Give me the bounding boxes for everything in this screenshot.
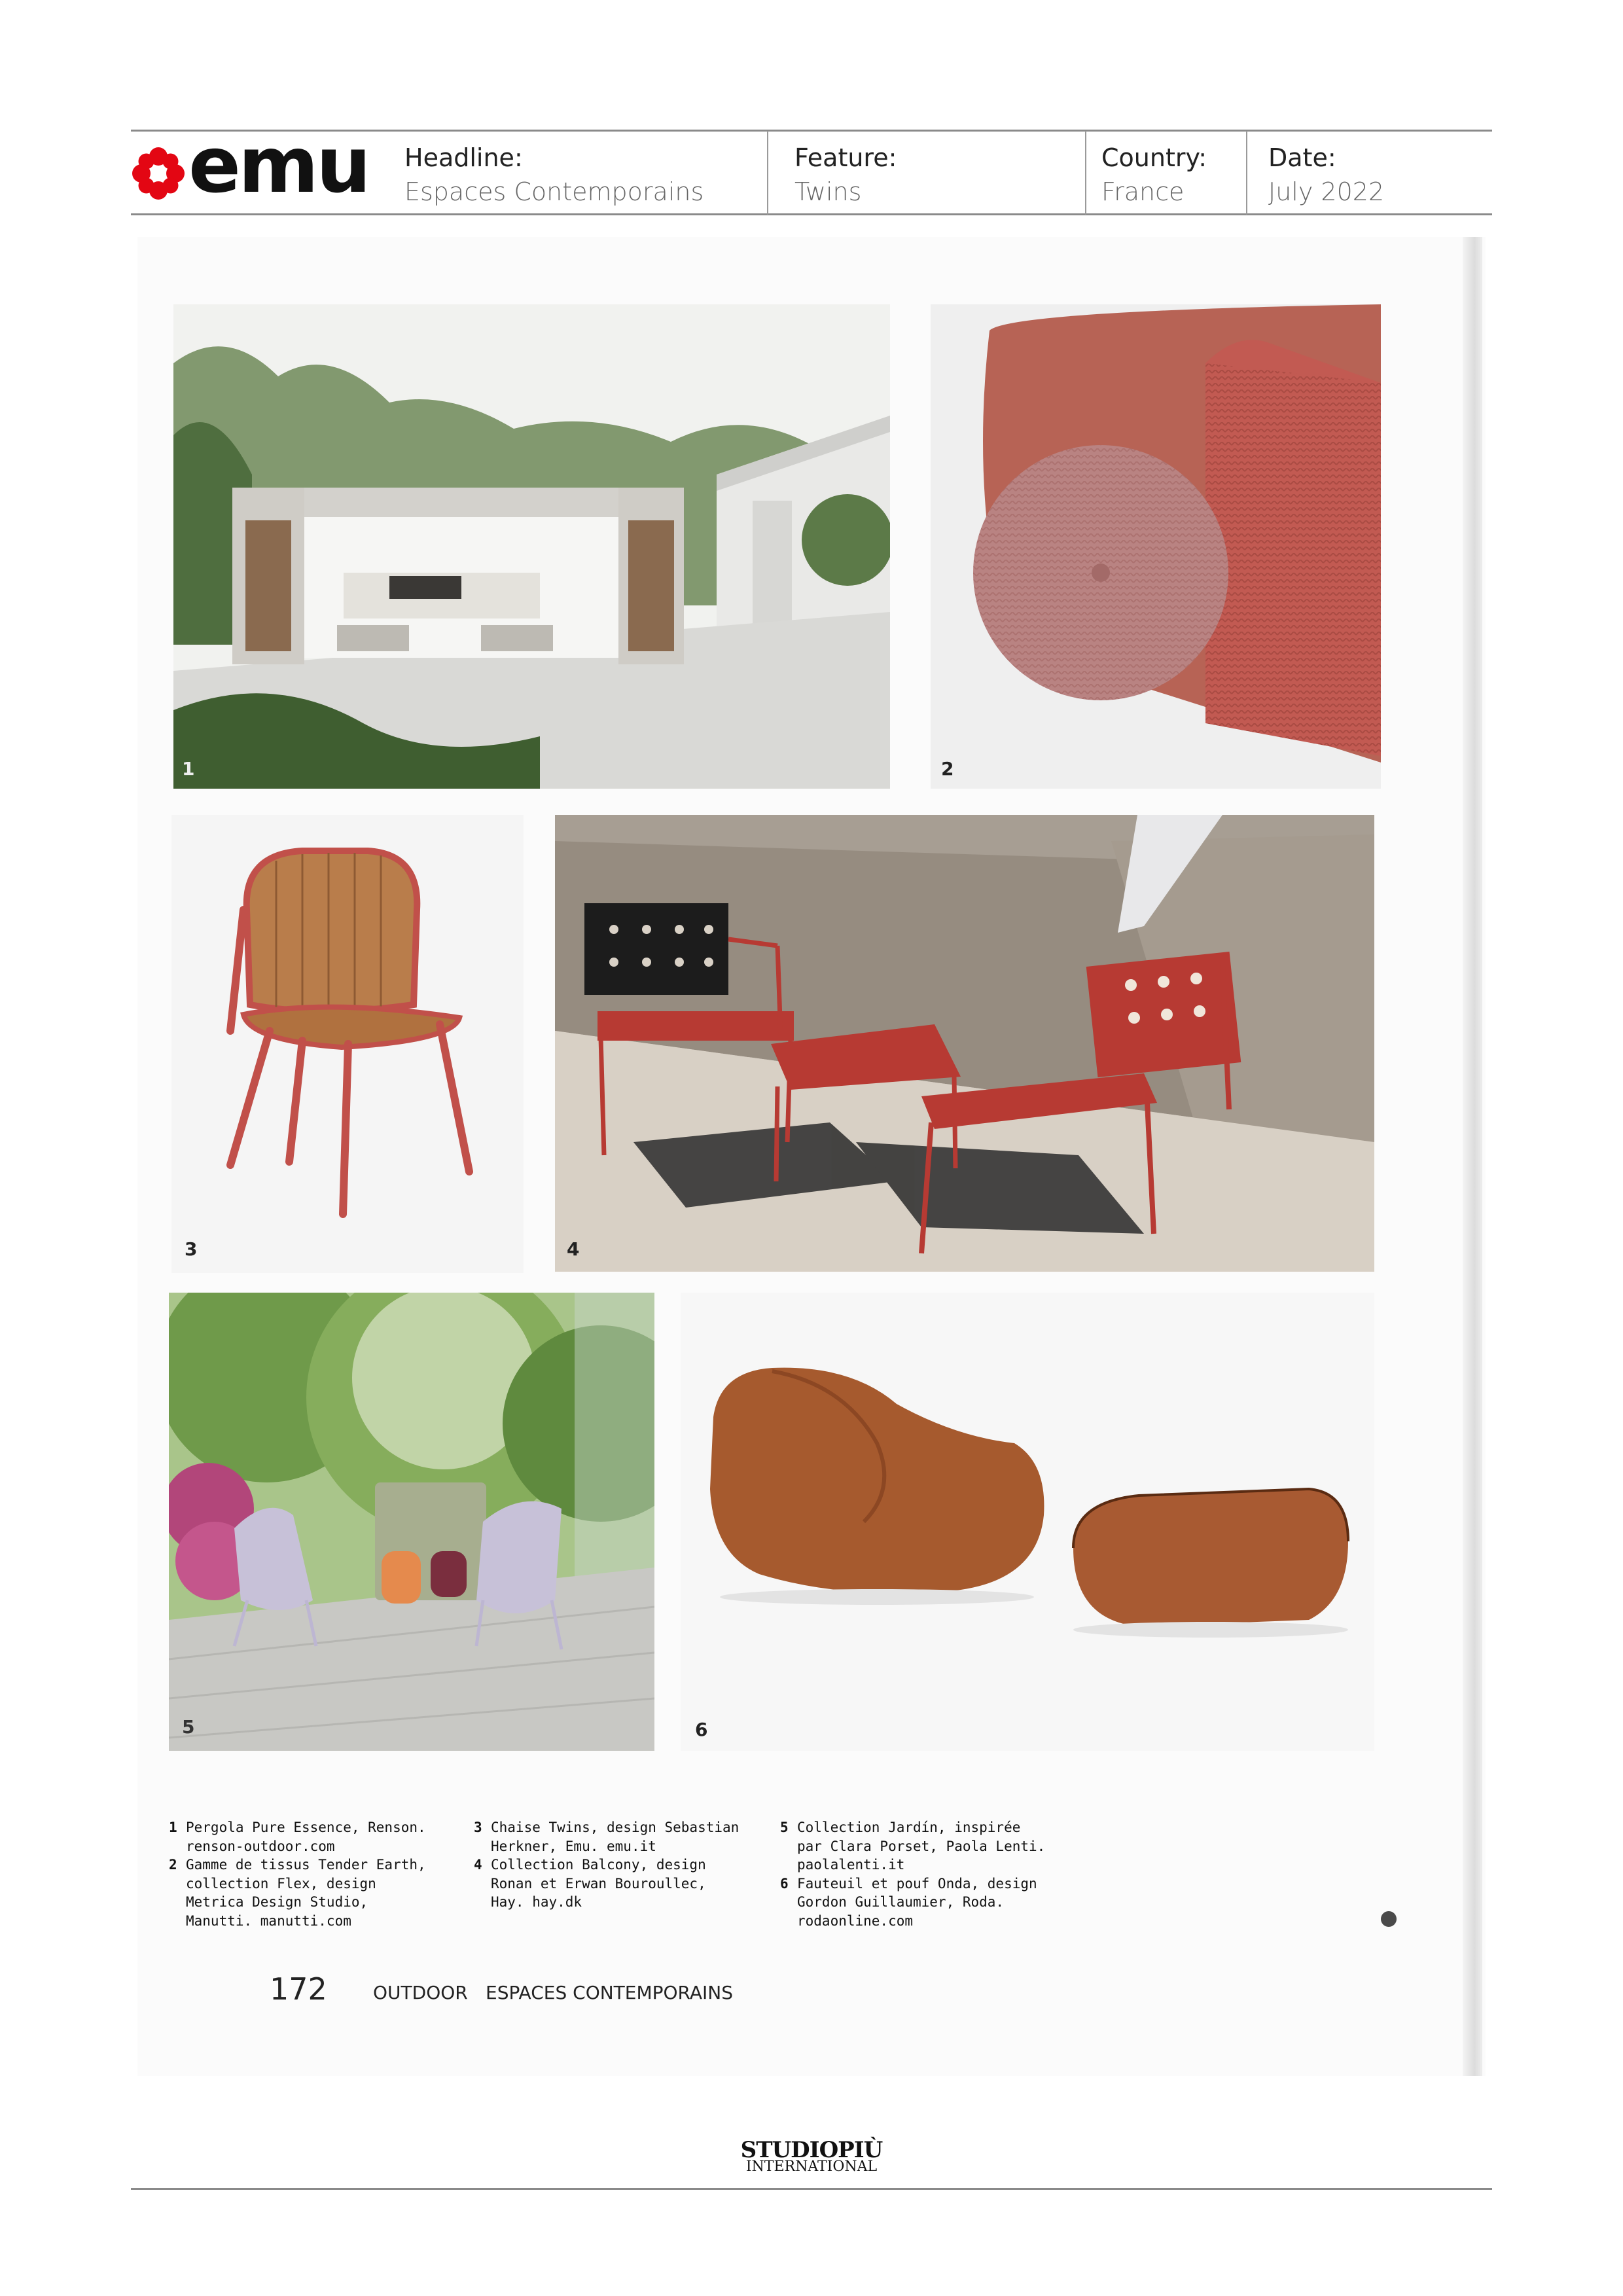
date-label: Date:: [1268, 143, 1336, 172]
header-divider: [1085, 131, 1086, 215]
page-number: 172: [270, 1971, 327, 2007]
page-end-dot: [1381, 1911, 1397, 1927]
country-cell: [1101, 145, 1207, 204]
caption-number: 6: [780, 1875, 789, 1892]
headline-label: Headline:: [404, 143, 523, 172]
masthead-line2: INTERNATIONAL: [745, 2159, 878, 2175]
twins-chair-illustration: [171, 815, 524, 1273]
date-cell: [1268, 145, 1384, 204]
photo-cushions: [931, 304, 1381, 789]
caption-item: [169, 1818, 470, 1856]
jardin-illustration: [169, 1293, 654, 1751]
photo-jardin-collection: [169, 1293, 654, 1751]
caption-number: 1: [169, 1820, 177, 1835]
caption-item: [474, 1856, 775, 1912]
caption-text: Collection Jardín, inspirée par Clara Porset, Paola Lenti. paolalenti.it: [797, 1820, 1046, 1873]
country-value: France: [1101, 177, 1185, 206]
date-value: July 2022: [1268, 177, 1385, 206]
headline-value: Espaces Contemporains: [404, 177, 704, 206]
balcony-illustration: [555, 815, 1374, 1272]
caption-text: Pergola Pure Essence, Renson. renson-outdoor.com: [186, 1820, 426, 1854]
figure-number: 4: [567, 1238, 580, 1260]
publication-masthead: [740, 2139, 883, 2174]
onda-illustration: [681, 1293, 1374, 1751]
brand-wordmark: emu: [188, 120, 368, 210]
photo-onda-armchair-pouf: [681, 1293, 1374, 1751]
caption-number: 4: [474, 1857, 482, 1873]
cushions-illustration: [931, 304, 1381, 789]
figure-number: 6: [695, 1719, 708, 1740]
caption-item: [780, 1874, 1081, 1931]
caption-column: [780, 1818, 1081, 1930]
folio-section: OUTDOOR: [373, 1982, 468, 2003]
figure-number: 3: [185, 1238, 198, 1260]
footer-rule: [131, 2188, 1492, 2190]
header-divider: [767, 131, 768, 215]
caption-number: 5: [780, 1820, 789, 1835]
feature-label: Feature:: [794, 143, 897, 172]
headline-cell: [404, 145, 704, 204]
photo-twins-chair: [171, 815, 524, 1273]
caption-number: 2: [169, 1857, 177, 1873]
pergola-illustration: [173, 304, 890, 789]
caption-column: [169, 1818, 470, 1930]
photo-balcony-collection: [555, 815, 1374, 1272]
feature-value: Twins: [794, 177, 862, 206]
caption-item: [780, 1818, 1081, 1874]
flower-icon: [131, 146, 186, 201]
caption-item: [169, 1856, 470, 1930]
folio-title: ESPACES CONTEMPORAINS: [486, 1982, 733, 2003]
feature-cell: [794, 145, 897, 204]
header-bottom-rule: [131, 213, 1492, 215]
caption-column: [474, 1818, 775, 1912]
brand-logo: [131, 120, 368, 210]
caption-text: Gamme de tissus Tender Earth, collection Flex, design Metrica Design Studio, Manutti. manutti.com: [186, 1857, 426, 1929]
page-gutter-shadow: [1463, 237, 1482, 2076]
caption-text: Fauteuil et pouf Onda, design Gordon Guillaumier, Roda. rodaonline.com: [797, 1875, 1037, 1929]
photo-pergola: [173, 304, 890, 789]
caption-number: 3: [474, 1820, 482, 1835]
country-label: Country:: [1101, 143, 1207, 172]
figure-number: 2: [941, 758, 954, 780]
caption-text: Collection Balcony, design Ronan et Erwan Bouroullec, Hay. hay.dk: [491, 1857, 706, 1910]
masthead-line1: STUDIOPIÙ: [740, 2137, 883, 2163]
figure-number: 5: [182, 1716, 195, 1738]
caption-text: Chaise Twins, design Sebastian Herkner, Emu. emu.it: [491, 1820, 740, 1854]
figure-number: 1: [182, 758, 195, 780]
caption-item: [474, 1818, 775, 1856]
header-divider: [1246, 131, 1247, 215]
